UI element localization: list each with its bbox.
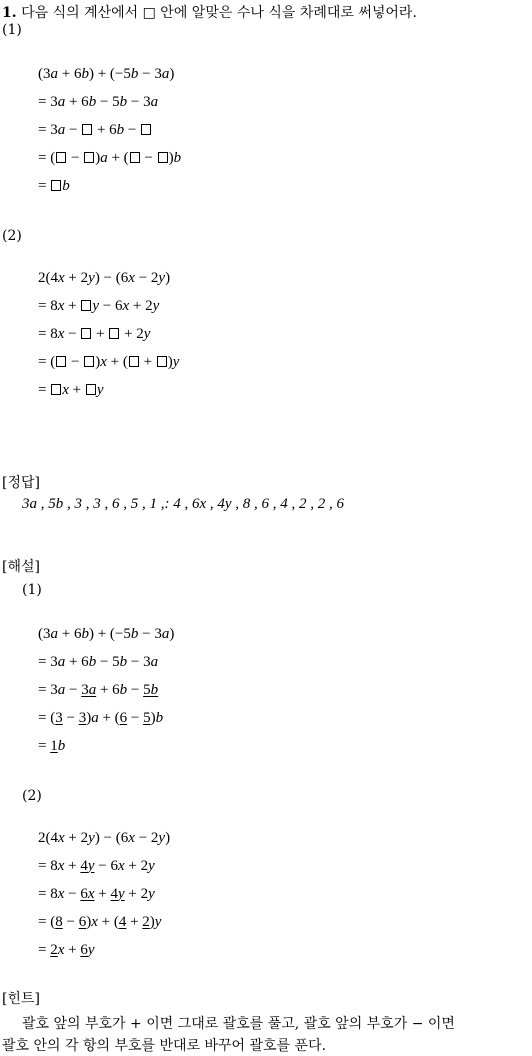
- solution1-line5: = 1b: [38, 738, 66, 754]
- problem2-line1: 2(4x + 2y) − (6x − 2y): [38, 270, 171, 286]
- problem2-line2: = 8x + y − 6x + 2y: [38, 298, 160, 314]
- solution2-line3: = 8x − 6x + 4y + 2y: [38, 886, 155, 902]
- problem1-line1: (3a + 6b) + (−5b − 3a): [38, 66, 175, 82]
- solution1-line4: = (3 − 3)a + (6 − 5)b: [38, 710, 164, 726]
- blank-box: [84, 152, 94, 163]
- blank-box: [56, 152, 66, 163]
- problem-part2-label: (2): [2, 228, 22, 244]
- blank-box: [129, 356, 139, 367]
- blank-box: [130, 152, 140, 163]
- solution2-line2: = 8x + 4y − 6x + 2y: [38, 858, 155, 874]
- answer-text: 3a , 5b , 3 , 3 , 6 , 5 , 1 ,: 4 , 6x , 4y , 8 , 6 , 4 , 2 , 2 , 6: [22, 496, 345, 512]
- hint-line1: 괄호 앞의 부호가 + 이면 그대로 괄호를 풀고, 괄호 앞의 부호가 − 이면: [22, 1016, 455, 1032]
- blank-box: [56, 356, 66, 367]
- blank-box: [51, 384, 61, 395]
- problem-number: 1.: [2, 5, 17, 21]
- solution1-line3: = 3a − 3a + 6b − 5b: [38, 682, 159, 698]
- solution1-line2: = 3a + 6b − 5b − 3a: [38, 654, 159, 670]
- solution-part1-label: (1): [22, 582, 42, 598]
- problem2-line3: = 8x − + + 2y: [38, 326, 151, 342]
- problem2-line5: = x + y: [38, 382, 104, 398]
- problem-instruction-line: [2, 2, 417, 22]
- problem1-line2: = 3a + 6b − 5b − 3a: [38, 94, 159, 110]
- blank-box: [86, 384, 96, 395]
- problem2-line4: = ( − )x + ( + )y: [38, 354, 180, 370]
- blank-box: [81, 300, 91, 311]
- blank-box: [51, 180, 61, 191]
- solution2-line1: 2(4x + 2y) − (6x − 2y): [38, 830, 171, 846]
- blank-box: [157, 356, 167, 367]
- problem1-line4: = ( − )a + ( − )b: [38, 150, 182, 166]
- blank-box: [141, 124, 151, 135]
- solution-label: [해설]: [2, 559, 40, 575]
- blank-box: [109, 328, 119, 339]
- blank-box: [84, 356, 94, 367]
- solution2-line5: = 2x + 6y: [38, 942, 95, 958]
- problem1-line3: = 3a − + 6b −: [38, 122, 152, 139]
- blank-box: [158, 152, 168, 163]
- solution2-line4: = (8 − 6)x + (4 + 2)y: [38, 914, 162, 930]
- solution1-line1: (3a + 6b) + (−5b − 3a): [38, 626, 175, 642]
- blank-box: [82, 124, 92, 135]
- problem-instruction: 다음 식의 계산에서 □ 안에 알맞은 수나 식을 차례대로 써넣어라.: [21, 5, 417, 21]
- hint-line2: 괄호 안의 각 항의 부호를 반대로 바꾸어 괄호를 푼다.: [2, 1038, 327, 1054]
- blank-box: [81, 328, 91, 339]
- hint-label: [힌트]: [2, 991, 40, 1007]
- answer-label: [정답]: [2, 475, 40, 491]
- solution-part2-label: (2): [22, 788, 42, 804]
- problem1-line5: = b: [38, 178, 70, 194]
- problem-part1-label: (1): [2, 22, 22, 38]
